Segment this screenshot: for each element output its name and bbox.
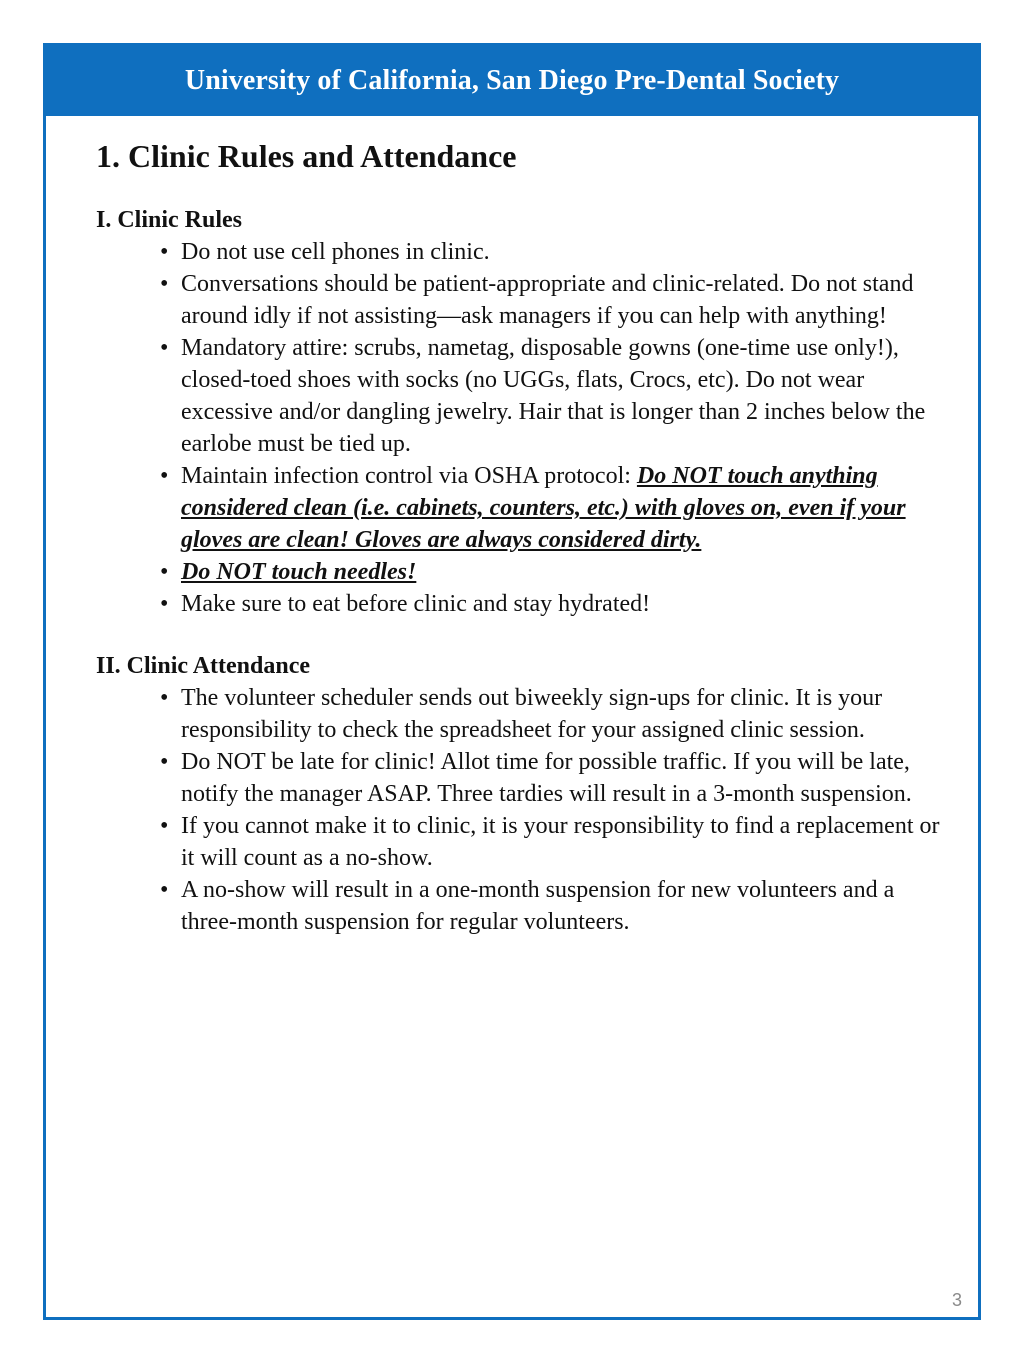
list-item — [160, 332, 946, 460]
bullet-icon: • — [160, 813, 169, 839]
bullet-icon: • — [160, 335, 169, 361]
list-item — [160, 874, 946, 938]
page-frame — [43, 43, 981, 1320]
bullet-icon: • — [160, 271, 169, 297]
header-bar — [46, 46, 978, 116]
list-item-text: Mandatory attire: scrubs, nametag, disposable gowns (one-time use only!), closed-toed shoes with socks (no UGGs, flats, Crocs, etc). Do not wear excessive and/or dangling jewelry. Hair that is longer than 2 inches below the earlobe must be tied up. — [181, 335, 926, 457]
bullet-icon: • — [160, 591, 169, 617]
list-item — [160, 556, 946, 588]
section-heading: II. Clinic Attendance — [96, 653, 311, 679]
list-item-text: If you cannot make it to clinic, it is your responsibility to find a replacement or it will count as a no-show. — [181, 813, 940, 871]
bullet-icon: • — [160, 463, 169, 489]
page-heading: 1. Clinic Rules and Attendance — [96, 138, 517, 174]
list-item — [160, 236, 946, 268]
list-item — [160, 682, 946, 746]
list-item-emphasis: Do NOT touch needles! — [181, 559, 417, 585]
bullet-icon: • — [160, 877, 169, 903]
page-content — [96, 138, 946, 938]
bullet-icon: • — [160, 685, 169, 711]
header-title: University of California, San Diego Pre-Dental Society — [184, 65, 840, 96]
list-item — [160, 746, 946, 810]
section-clinic-attendance — [96, 650, 946, 938]
bullet-icon: • — [160, 749, 169, 775]
bullet-icon: • — [160, 239, 169, 265]
list-item-text: Do NOT be late for clinic! Allot time for possible traffic. If you will be late, notify the manager ASAP. Three tardies will result in a 3-month suspension. — [181, 749, 912, 807]
section-heading: I. Clinic Rules — [96, 207, 243, 233]
list-item-text: Do not use cell phones in clinic. — [181, 239, 490, 265]
attendance-list — [96, 682, 946, 938]
bullet-icon: • — [160, 559, 169, 585]
list-item-text: Maintain infection control via OSHA protocol: — [181, 463, 637, 489]
list-item — [160, 810, 946, 874]
page-number: 3 — [951, 1290, 962, 1310]
list-item — [160, 588, 946, 620]
list-item — [160, 460, 946, 556]
list-item-text: Conversations should be patient-appropriate and clinic-related. Do not stand around idly if not assisting—ask managers if you can help with anything! — [181, 271, 914, 329]
list-item-emphasis: Do NOT touch anything considered clean (i.e. cabinets, counters, etc.) with gloves on, even if your gloves are clean! Gloves are always considered dirty. — [181, 463, 906, 553]
rules-list — [96, 236, 946, 620]
list-item-text: A no-show will result in a one-month suspension for new volunteers and a three-month suspension for regular volunteers. — [181, 877, 895, 935]
list-item-text: Make sure to eat before clinic and stay hydrated! — [181, 591, 651, 617]
list-item — [160, 268, 946, 332]
section-clinic-rules — [96, 204, 946, 620]
list-item-text: The volunteer scheduler sends out biweekly sign-ups for clinic. It is your responsibility to check the spreadsheet for your assigned clinic session. — [181, 685, 883, 743]
